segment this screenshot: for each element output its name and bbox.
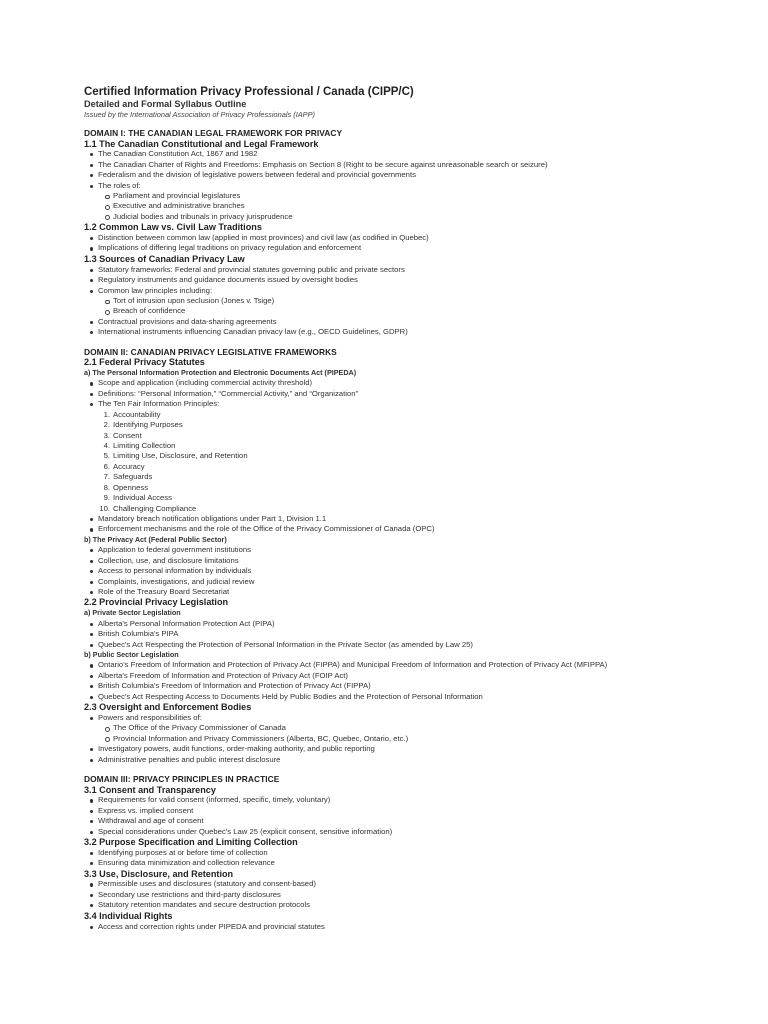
list-item: The Canadian Charter of Rights and Freedoms: Emphasis on Section 8 (Right to be secure against unreasonable search or seizure) [84,160,684,170]
item-number: 4. [103,440,110,450]
list-item: Investigatory powers, audit functions, order-making authority, and public reporting [84,744,684,754]
numbered-item [84,410,684,420]
list-item: The Ten Fair Information Principles: [84,399,684,409]
list-item: Alberta's Freedom of Information and Protection of Privacy Act (FOIP Act) [84,671,684,681]
section-3-1-heading: 3.1 Consent and Transparency [84,784,216,795]
section-2-3-heading: 2.3 Oversight and Enforcement Bodies [84,702,252,713]
private-sector-list [84,619,684,650]
item-number: 6. [103,461,110,471]
list-item: Scope and application (including commercial activity threshold) [84,378,684,388]
item-number: 9. [103,493,110,503]
item-number: 3. [103,430,110,440]
common-law-sublist [84,296,684,317]
section-1-1-list [84,149,684,191]
list-item: Regulatory instruments and guidance documents issued by oversight bodies [84,275,684,285]
list-item: Special considerations under Quebec's Law 25 (explicit consent, sensitive information) [84,827,684,837]
item-text: Limiting Collection [113,440,176,450]
list-item: Contractual provisions and data-sharing agreements [84,317,684,327]
sublist-item: Provincial Information and Privacy Commissioners (Alberta, BC, Quebec, Ontario, etc.) [84,734,684,744]
list-item: International instruments influencing Canadian privacy law (e.g., OECD Guidelines, GDPR) [84,327,684,337]
oversight-list-continued [84,744,684,765]
privacy-act-subheading: b) The Privacy Act (Federal Public Sector) [84,534,227,544]
list-item: Access to personal information by individuals [84,566,684,576]
list-item: Express vs. implied consent [84,806,684,816]
pipeda-list-continued [84,514,684,535]
section-3-2-heading: 3.2 Purpose Specification and Limiting Collection [84,837,298,848]
sublist-item: The Office of the Privacy Commissioner of Canada [84,723,684,733]
section-3-4-list [84,922,684,932]
numbered-item [84,441,684,451]
list-item: The Canadian Constitution Act, 1867 and 1982 [84,149,684,159]
list-item: Administrative penalties and public interest disclosure [84,755,684,765]
roles-sublist [84,191,684,222]
list-item: The roles of: [84,181,684,191]
list-item: Withdrawal and age of consent [84,816,684,826]
list-item: Quebec's Act Respecting the Protection of Personal Information in the Private Sector (as amended by Law 25) [84,640,684,650]
pipeda-list [84,378,684,409]
numbered-item [84,420,684,430]
syllabus-document [84,86,684,932]
issued-by-note: Issued by the International Association of Privacy Professionals (IAPP) [84,110,316,119]
list-item: Mandatory breach notification obligations under Part 1, Division 1.1 [84,514,684,524]
list-item: Enforcement mechanisms and the role of the Office of the Privacy Commissioner of Canada (OPC) [84,524,684,534]
pipeda-subheading: a) The Personal Information Protection and Electronic Documents Act (PIPEDA) [84,367,357,377]
item-number: 8. [103,482,110,492]
domain-2-heading: DOMAIN II: CANADIAN PRIVACY LEGISLATIVE FRAMEWORKS [84,346,337,357]
numbered-item [84,431,684,441]
list-item: Ontario's Freedom of Information and Protection of Privacy Act (FIPPA) and Municipal Freedom of Information and Protection of Privacy Act (MFIPPA) [84,660,684,670]
numbered-item [84,493,684,503]
numbered-item [84,504,684,514]
item-text: Individual Access [113,493,172,503]
sublist-item: Parliament and provincial legislatures [84,191,684,201]
list-item: Distinction between common law (applied in most provinces) and civil law (as codified in Quebec) [84,233,684,243]
section-2-1-heading: 2.1 Federal Privacy Statutes [84,357,205,368]
oversight-list [84,713,684,723]
numbered-item [84,483,684,493]
sublist-item: Tort of intrusion upon seclusion (Jones v. Tsige) [84,296,684,306]
list-item: Collection, use, and disclosure limitations [84,556,684,566]
section-1-3-list [84,265,684,296]
domain-3-heading: DOMAIN III: PRIVACY PRINCIPLES IN PRACTICE [84,774,280,785]
list-item: Quebec's Act Respecting Access to Documents Held by Public Bodies and the Protection of Personal Information [84,692,684,702]
list-item: Requirements for valid consent (informed, specific, timely, voluntary) [84,795,684,805]
section-1-3-list-continued [84,317,684,338]
list-item: Permissible uses and disclosures (statutory and consent-based) [84,879,684,889]
sublist-item: Judicial bodies and tribunals in privacy jurisprudence [84,212,684,222]
document-subtitle: Detailed and Formal Syllabus Outline [84,99,247,109]
sublist-item: Executive and administrative branches [84,201,684,211]
section-3-3-list [84,879,684,910]
section-1-1-heading: 1.1 The Canadian Constitutional and Legal Framework [84,138,319,149]
item-number: 5. [103,451,110,461]
item-text: Accountability [113,409,161,419]
domain-1-heading: DOMAIN I: THE CANADIAN LEGAL FRAMEWORK FOR PRIVACY [84,128,343,138]
numbered-item [84,472,684,482]
document-title: Certified Information Privacy Professional / Canada (CIPP/C) [84,86,414,98]
list-item: Definitions: “Personal Information,” “Commercial Activity,” and “Organization” [84,389,684,399]
private-sector-subheading: a) Private Sector Legislation [84,608,181,618]
section-1-2-heading: 1.2 Common Law vs. Civil Law Traditions [84,222,262,233]
list-item: Statutory retention mandates and secure destruction protocols [84,900,684,910]
list-item: British Columbia's PIPA [84,629,684,639]
item-text: Consent [113,430,142,440]
item-text: Identifying Purposes [113,420,183,430]
section-1-2-list [84,233,684,254]
section-2-2-heading: 2.2 Provincial Privacy Legislation [84,597,229,608]
list-item: Role of the Treasury Board Secretariat [84,587,684,597]
list-item: Complaints, investigations, and judicial review [84,577,684,587]
list-item: Alberta's Personal Information Protection Act (PIPA) [84,619,684,629]
item-text: Accuracy [113,461,145,471]
list-item: Federalism and the division of legislative powers between federal and provincial governments [84,170,684,180]
item-text: Safeguards [113,472,153,482]
item-number: 1. [103,409,110,419]
list-item: Implications of differing legal traditions on privacy regulation and enforcement [84,243,684,253]
section-3-1-list [84,795,684,837]
section-3-2-list [84,848,684,869]
item-text: Openness [113,482,149,492]
list-item: Powers and responsibilities of: [84,713,684,723]
item-text: Limiting Use, Disclosure, and Retention [113,451,248,461]
list-item: Ensuring data minimization and collection relevance [84,858,684,868]
list-item: Application to federal government institutions [84,545,684,555]
item-text: Challenging Compliance [113,503,197,513]
list-item: Secondary use restrictions and third-party disclosures [84,890,684,900]
privacy-act-list [84,545,684,597]
list-item: Common law principles including: [84,286,684,296]
numbered-item [84,451,684,461]
sublist-item: Breach of confidence [84,306,684,316]
item-number: 2. [103,420,110,430]
oversight-bodies-sublist [84,723,684,744]
item-number: 7. [103,472,110,482]
list-item: Access and correction rights under PIPEDA and provincial statutes [84,922,684,932]
list-item: Statutory frameworks: Federal and provincial statutes governing public and private sectors [84,265,684,275]
list-item: British Columbia's Freedom of Information and Protection of Privacy Act (FIPPA) [84,681,684,691]
item-number: 10. [99,503,110,513]
public-sector-subheading: b) Public Sector Legislation [84,649,179,659]
section-3-3-heading: 3.3 Use, Disclosure, and Retention [84,868,234,879]
list-item: Identifying purposes at or before time of collection [84,848,684,858]
section-3-4-heading: 3.4 Individual Rights [84,910,173,921]
section-1-3-heading: 1.3 Sources of Canadian Privacy Law [84,253,245,264]
fair-information-principles-list [84,410,684,514]
numbered-item [84,462,684,472]
public-sector-list [84,660,684,702]
